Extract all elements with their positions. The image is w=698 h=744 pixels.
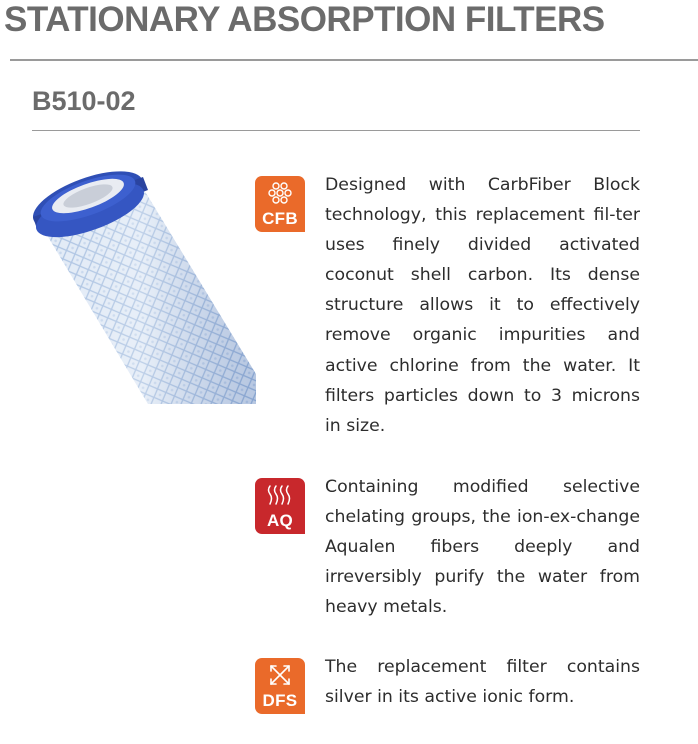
cfb-badge-label: CFB xyxy=(262,209,298,228)
hexagon-grid-icon xyxy=(267,181,293,205)
cfb-description: Designed with CarbFiber Block technology, this replacement fil-ter uses finely divided activated coconut shell carbon. Its dense structure allows it to effectively remove organic impurities and active chlorine from the water. It filters particles down to 3 microns in size. xyxy=(325,175,640,436)
model-divider xyxy=(32,130,640,131)
page-title: STATIONARY ABSORPTION FILTERS xyxy=(4,0,605,39)
feature-aq xyxy=(255,478,640,618)
model-number: B510-02 xyxy=(32,86,136,116)
dfs-badge xyxy=(255,658,305,714)
feature-dfs xyxy=(255,658,640,728)
title-divider xyxy=(10,59,698,61)
crossed-arrows-icon xyxy=(267,663,293,687)
dfs-badge-label: DFS xyxy=(262,691,298,710)
feature-cfb xyxy=(255,176,640,436)
wavy-lines-icon xyxy=(266,483,294,507)
cfb-badge xyxy=(255,176,305,232)
aq-badge xyxy=(255,478,305,534)
aq-badge-label: AQ xyxy=(266,511,294,530)
filter-cartridge-image xyxy=(30,160,256,404)
dfs-description: The replacement filter contains silver in its active ionic form. xyxy=(325,657,640,708)
aq-description: Containing modified selective chelating groups, the ion-ex-change Aqualen fibers deeply and irreversibly purify the water from heavy metals. xyxy=(325,477,640,618)
